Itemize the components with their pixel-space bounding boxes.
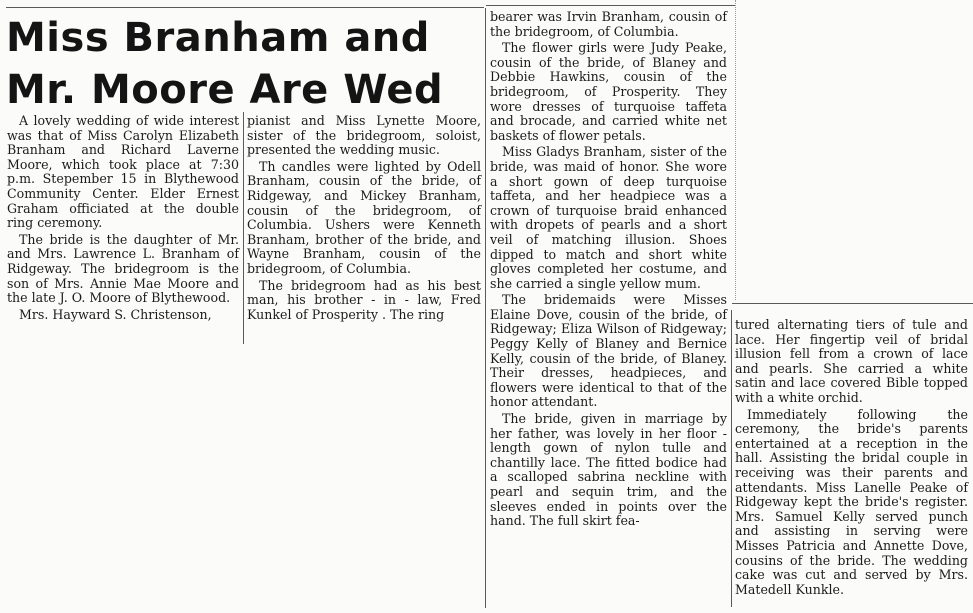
- paragraph: Mrs. Hayward S. Christenson,: [19, 306, 212, 322]
- headline-line-2: Mr. Moore Are Wed: [6, 67, 444, 113]
- top-rule-right: [486, 5, 736, 6]
- article-column-2: [247, 114, 481, 322]
- clipping-edge: [735, 0, 736, 300]
- paragraph: The bridemaids were Misses Elaine Dove, cousin of the bride, of Ridgeway; Eliza Wilson of Ridgeway; Peggy Kelly of Blaney and Bernice Kelly, cousin of the bride, of Blaney. Their dresses, headpieces, and flowers were identical to that of the honor attendant.: [490, 292, 727, 410]
- paragraph: Immediately following the ceremony, the bride's parents entertained at a reception in the hall. Assisting the bridal couple in receiving was their parents and attendants. Miss Lanelle Peake of Ridgeway kept the bride's register. Mrs. Samuel Kelly served punch and assisting in serving were Misses Patricia and Annette Dove, cousins of the bride. The wedding cake was cut and served by Mrs. Matedell Kunkle.: [735, 406, 968, 597]
- paragraph: tured alternating tiers of tule and lace. Her fingertip veil of bridal illusion fell from a crown of lace and pearls. She carried a white satin and lace covered Bible topped with a white orchid.: [735, 317, 968, 405]
- headline: [6, 12, 484, 116]
- paragraph: Th candles were lighted by Odell Branham, cousin of the bride, of Ridgeway, and Mickey Branham, cousin of the bridegroom, of Columbia. Ushers were Kenneth Branham, brother of the bride, and Wayne Branham, cousin of the bridegroom, of Columbia.: [247, 158, 481, 276]
- paragraph: The flower girls were Judy Peake, cousin of the bride, of Blaney and Debbie Hawkins, cousin of the bridegroom, of Prosperity. They wore dresses of turquoise taffeta and brocade, and carried white net baskets of flower petals.: [490, 40, 727, 143]
- paragraph: bearer was Irvin Branham, cousin of the bridegroom, of Columbia.: [490, 9, 727, 39]
- article-column-4: [735, 318, 968, 597]
- paragraph: pianist and Miss Lynette Moore, sister of the bridegroom, soloist, presented the wedding music.: [247, 113, 481, 158]
- paragraph: Miss Gladys Branham, sister of the bride, was maid of honor. She wore a short gown of deep turquoise taffeta, and her headpiece was a crown of turquoise braid enhanced with dropets of pearls and a short veil of matching illusion. Shoes dipped to match and short white gloves completed her costume, and she carried a single yellow mum.: [490, 144, 727, 291]
- paragraph: The bride is the daughter of Mr. and Mrs. Lawrence L. Branham of Ridgeway. The bridegroom is the son of Mrs. Annie Mae Moore and the late J. O. Moore of Blythewood.: [7, 231, 239, 306]
- paragraph: The bridegroom had as his best man, his brother - in - law, Fred Kunkel of Prosperity . The ring: [247, 277, 481, 322]
- paragraph: The bride, given in marriage by her father, was lovely in her floor - length gown of nylon tulle and chantilly lace. The fitted bodice had a scalloped sabrina neckline with pearl and sequin trim, and the sleeves ended in points over the hand. The full skirt fea-: [490, 411, 727, 529]
- paragraph: A lovely wedding of wide interest was that of Miss Carolyn Elizabeth Branham and Richard Laverne Moore, which took place at 7:30 p.m. Stepember 15 in Blythewood Community Center. Elder Ernest Graham officiated at the double ring ceremony.: [7, 113, 239, 231]
- article-column-3: [490, 10, 727, 529]
- article-column-1: [7, 114, 239, 322]
- top-rule: [6, 7, 484, 8]
- column4-top-rule: [732, 303, 973, 304]
- column-rule-1-2: [243, 112, 244, 344]
- column-rule-2-3: [485, 8, 486, 608]
- headline-line-1: Miss Branham and: [6, 15, 430, 61]
- column-rule-3-4: [731, 310, 732, 607]
